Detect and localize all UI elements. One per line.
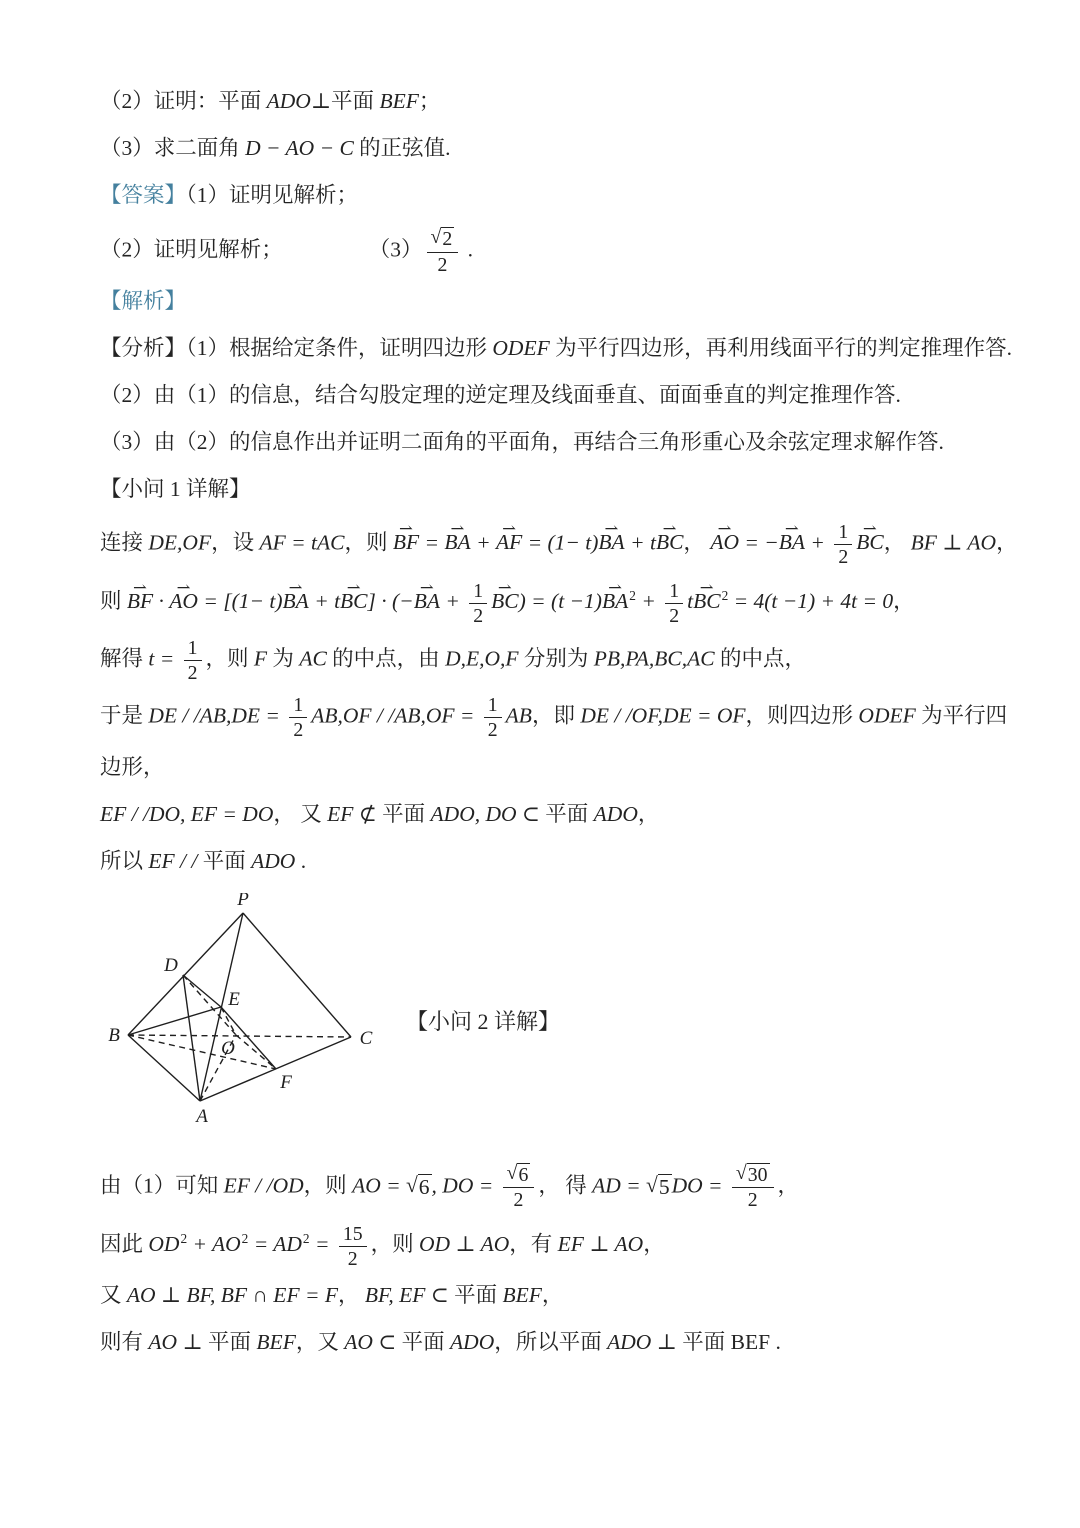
vertex-label-D: D (164, 954, 178, 976)
math-run: = (309, 1232, 335, 1257)
math-run: BEF (502, 1283, 542, 1308)
math-run: = [(1− t) (197, 589, 283, 614)
vector-expression: BA ⇀ (444, 524, 470, 560)
text-run: 连接 (100, 530, 149, 555)
math-run: DE / /OF,DE = OF (580, 703, 746, 728)
text-line (100, 846, 1050, 876)
math-run: AB,OF / /AB,OF = (311, 703, 480, 728)
text-run: 则有 (100, 1330, 149, 1355)
text-run: 于是 (100, 703, 149, 728)
vertex-label-C: C (359, 1027, 373, 1049)
text-run: ， (643, 1232, 665, 1257)
vector-expression: BC ⇀ (856, 524, 883, 560)
text-run: ， (996, 530, 1018, 555)
text-run: 边形， (100, 754, 165, 779)
fraction-denominator: 2 (838, 546, 849, 569)
text-run: 为平行四 (915, 703, 1008, 728)
text-line (100, 1163, 1050, 1212)
math-run: ] · (− (367, 589, 414, 614)
math-run: F (253, 646, 268, 671)
math-run: AB (505, 703, 532, 728)
fraction-denominator: 2 (293, 719, 304, 742)
fraction (834, 521, 852, 568)
text-line (100, 133, 1050, 163)
vector-expression: BA ⇀ (598, 524, 624, 560)
math-run: AO (212, 1232, 241, 1257)
text-run: ， (883, 530, 911, 555)
radicand: 6 (418, 1174, 430, 1199)
radical-sign: √ (735, 1161, 747, 1184)
math-run: ADO (450, 1330, 495, 1355)
text-run: 平面 (197, 848, 252, 873)
edge-PC (243, 913, 351, 1037)
radicand: 30 (747, 1163, 768, 1186)
vertex-label-O: O (221, 1037, 235, 1059)
fraction (289, 694, 307, 741)
text-run: 【分析】（1）根据给定条件，证明四边形 (100, 335, 493, 360)
math-run: EF (327, 801, 354, 826)
math-run: AF = tAC (259, 530, 345, 555)
text-run: ， 又 (273, 801, 328, 826)
text-line (100, 694, 1050, 741)
text-line (100, 333, 1050, 363)
vector-expression: BA ⇀ (283, 583, 309, 619)
vector-expression: BA ⇀ (779, 524, 805, 560)
text-line (100, 474, 1050, 504)
superscript: 2 (302, 1231, 310, 1247)
text-run: 为平行四边形，再利用线面平行的判定推理作答. (549, 335, 1012, 360)
radicand: 6 (518, 1163, 529, 1186)
superscript: 2 (180, 1231, 188, 1247)
text-run: ， (337, 1283, 365, 1308)
text-line (100, 1327, 1050, 1357)
vector-expression: BC ⇀ (693, 583, 720, 619)
fraction-numerator: 15 (339, 1223, 367, 1247)
text-run: ⊥平面 (310, 89, 380, 113)
math-run: ADO, DO (430, 801, 517, 826)
text-run: ⊂ 平面 (516, 801, 594, 826)
math-run: PB,PA,BC,AC (593, 646, 715, 671)
vertex-label-B: B (108, 1024, 120, 1046)
fraction-numerator: 1 (469, 580, 487, 604)
math-run: AD (273, 1232, 302, 1257)
vector-expression: BF ⇀ (127, 583, 153, 619)
text-line (100, 752, 1050, 782)
text-line (100, 180, 1050, 210)
math-run: ADO (607, 1330, 652, 1355)
hidden-edge-BC (128, 1035, 351, 1037)
vertex-label-F: F (280, 1071, 292, 1093)
text-run: ⊥ 平面 (177, 1330, 257, 1355)
text-line (100, 637, 1050, 684)
math-run: ADO (266, 89, 311, 113)
text-line (100, 1280, 1050, 1310)
figure-row (86, 893, 1050, 1149)
fraction (665, 580, 683, 627)
text-run: ， (777, 1172, 800, 1197)
text-run: （2）由（1）的信息，结合勾股定理的逆定理及线面垂直、面面垂直的判定推理作答. (100, 382, 901, 407)
text-run: 因此 (100, 1232, 149, 1257)
text-run: 的中点，由 (326, 646, 446, 671)
text-run: 则 (100, 589, 127, 614)
fraction (484, 694, 502, 741)
text-line (100, 799, 1050, 829)
text-run: （1）证明见解析； (186, 183, 359, 207)
math-run: D − AO − C (245, 136, 354, 160)
text-run: （3）由（2）的信息作出并证明二面角的平面角，再结合三角形重心及余弦定理求解作答. (100, 429, 944, 454)
math-run: EF / /OD (223, 1172, 304, 1197)
fraction-denominator: 2 (437, 253, 448, 276)
text-run: 分别为 (518, 646, 594, 671)
text-run: ； (418, 89, 441, 113)
sqrt-expression (406, 1174, 432, 1200)
fraction (339, 1223, 367, 1270)
math-run: t (687, 589, 694, 614)
math-run: BF, EF (364, 1283, 426, 1308)
math-run: OD ⊥ AO (418, 1232, 510, 1257)
math-run: = (419, 530, 445, 555)
math-run: ODEF (492, 335, 550, 360)
math-run: DE / /AB,DE = (148, 703, 286, 728)
text-line (100, 578, 1050, 627)
text-run: 为 (267, 646, 300, 671)
math-run: AO (148, 1330, 178, 1355)
text-run: ⊥ 平面 BEF . (651, 1330, 781, 1355)
fraction-numerator: 1 (484, 694, 502, 718)
text-run: 又 (100, 1283, 127, 1308)
math-run: ADO (251, 848, 296, 873)
radicand: 5 (658, 1174, 670, 1199)
fraction (184, 637, 202, 684)
math-run: ADO (593, 801, 638, 826)
vector-expression: BA ⇀ (602, 583, 628, 619)
math-run: = (1− t) (522, 530, 599, 555)
text-line (100, 86, 1050, 116)
fraction-denominator: 2 (669, 604, 680, 627)
fraction-numerator (427, 227, 459, 253)
text-run: ⊂ 平面 (372, 1330, 451, 1355)
text-run: ，所以平面 (494, 1330, 608, 1355)
math-run: + (187, 1232, 212, 1257)
fraction (503, 1163, 535, 1212)
text-run: 的正弦值. (353, 136, 451, 160)
math-run: = 4(t −1) + 4t = 0 (728, 589, 894, 614)
text-run: ， (541, 1283, 564, 1308)
text-line (100, 521, 1050, 568)
fraction-numerator: 1 (289, 694, 307, 718)
math-run: AD = (592, 1172, 647, 1197)
solution-text-top (100, 86, 1050, 876)
text-run: ，则四边形 (745, 703, 859, 728)
superscript: 2 (241, 1231, 249, 1247)
fraction (732, 1163, 774, 1212)
fraction-numerator: 1 (665, 580, 683, 604)
fraction-numerator: 1 (834, 521, 852, 545)
math-run: ODEF (858, 703, 916, 728)
text-run: 的中点， (714, 646, 807, 671)
section-tag: 【答案】 (100, 183, 187, 207)
text-run: 【小问 1 详解】 (100, 476, 251, 501)
math-run: EF / / (148, 848, 198, 873)
text-run: （2）证明：平面 (100, 89, 267, 113)
solution-text-bottom (100, 1163, 1050, 1358)
math-run: EF / /DO, EF = DO (100, 801, 274, 826)
fraction-denominator: 2 (347, 1248, 358, 1271)
vector-expression: BA ⇀ (414, 583, 440, 619)
math-run: + (805, 530, 831, 555)
vector-expression: AO ⇀ (169, 583, 198, 619)
sqrt-expression (736, 1163, 770, 1187)
text-run: ， 得 (538, 1172, 593, 1197)
radicand: 2 (442, 228, 453, 250)
text-run: ，设 (211, 530, 260, 555)
text-run: ，则 (370, 1232, 419, 1257)
math-run: = (248, 1232, 274, 1257)
text-run: 解得 (100, 646, 149, 671)
vector-expression: AF ⇀ (496, 524, 522, 560)
math-run: + (470, 530, 496, 555)
superscript: 2 (629, 588, 636, 604)
radical-sign: √ (405, 1172, 418, 1197)
text-run: ，即 (531, 703, 581, 728)
math-run: D,E,O,F (445, 646, 519, 671)
text-run: ，又 (295, 1330, 345, 1355)
math-run: AO ⊥ BF, BF ∩ EF = F (126, 1283, 338, 1308)
text-line (100, 380, 1050, 410)
math-run: BF ⊥ AO (910, 530, 997, 555)
vertex-label-E: E (228, 988, 240, 1010)
edge-DE (183, 975, 221, 1007)
text-line (100, 286, 1050, 316)
math-run: + (439, 589, 466, 614)
radical-sign: √ (506, 1161, 518, 1184)
text-run: . (295, 848, 307, 873)
fraction-numerator: 1 (184, 637, 202, 661)
text-run: ，则 (205, 646, 254, 671)
vertex-label-A: A (196, 1105, 208, 1127)
vector-expression: BF ⇀ (393, 524, 419, 560)
tetrahedron-figure (86, 893, 388, 1149)
text-run: ， (893, 589, 915, 614)
vector-expression: AO ⇀ (710, 524, 739, 560)
figure-caption: 【小问 2 详解】 (406, 1009, 561, 1035)
edge-AD (183, 975, 200, 1101)
text-run: （3） (368, 237, 423, 262)
sqrt-expression (507, 1163, 531, 1187)
text-run: 由（1）可知 (100, 1172, 224, 1197)
fraction (427, 227, 459, 276)
radical-sign: √ (430, 226, 442, 248)
math-run: AO = (352, 1172, 406, 1197)
math-run: ) = (t −1) (518, 589, 602, 614)
sqrt-expression (431, 227, 455, 251)
text-run: ， (683, 530, 711, 555)
radical-sign: √ (646, 1172, 658, 1197)
math-run: + t (624, 530, 656, 555)
fraction-numerator (732, 1163, 774, 1189)
vector-expression: BC ⇀ (656, 524, 683, 560)
math-run: DO = (671, 1172, 728, 1197)
text-run: ， (637, 801, 660, 826)
vertex-label-P: P (237, 892, 249, 910)
math-run: BEF (256, 1330, 296, 1355)
math-run: BEF (379, 89, 419, 113)
math-run: t = (148, 646, 180, 671)
text-run: ，有 (509, 1232, 558, 1257)
text-run: ，则 (303, 1172, 353, 1197)
math-run: · (153, 589, 170, 614)
text-run: 所以 (100, 848, 149, 873)
text-run: ⊄ 平面 (353, 801, 431, 826)
edge-AB (128, 1035, 200, 1101)
text-run: . (462, 237, 474, 262)
vector-expression: BC ⇀ (340, 583, 367, 619)
math-run: DE,OF (148, 530, 212, 555)
text-run: （3）求二面角 (100, 136, 246, 160)
hidden-edge-BF (128, 1035, 276, 1069)
fraction-denominator: 2 (487, 719, 498, 742)
math-run: + (635, 589, 662, 614)
vector-expression: BC ⇀ (491, 583, 518, 619)
superscript: 2 (721, 588, 729, 604)
math-run: + t (308, 589, 341, 614)
fraction-numerator (503, 1163, 535, 1189)
math-run: , DO = (431, 1172, 499, 1197)
fraction (469, 580, 487, 627)
fraction-denominator: 2 (513, 1189, 524, 1212)
fraction-denominator: 2 (473, 604, 484, 627)
text-run: ，则 (344, 530, 393, 555)
math-run: OD (148, 1232, 180, 1257)
math-run: AO (344, 1330, 373, 1355)
fraction-denominator: 2 (747, 1189, 758, 1212)
text-run: ⊂ 平面 (425, 1283, 503, 1308)
text-line (100, 1221, 1050, 1270)
math-run: EF ⊥ AO (557, 1232, 644, 1257)
fraction-denominator: 2 (187, 662, 198, 685)
math-run: AC (299, 646, 327, 671)
text-run: （2）证明见解析； (100, 237, 283, 262)
section-tag: 【解析】 (100, 288, 187, 313)
text-line (100, 227, 1050, 276)
text-line (100, 427, 1050, 457)
math-run: = − (738, 530, 779, 555)
sqrt-expression (646, 1174, 672, 1200)
